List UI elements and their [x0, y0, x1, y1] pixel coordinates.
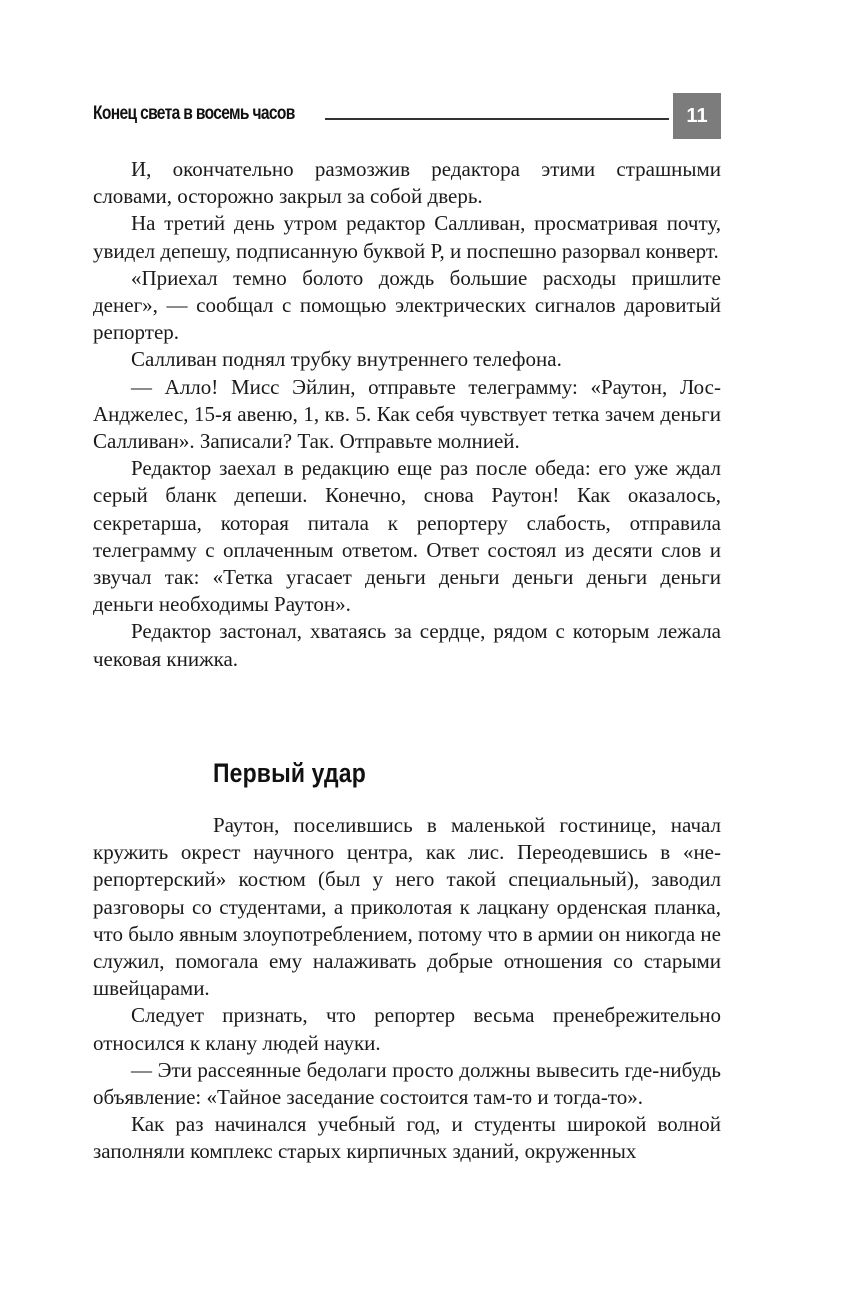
paragraph: «Приехал темно болото дождь большие расходы пришлите денег», — сообщал с помощью электрических сигналов даровитый репортер.: [93, 265, 721, 345]
paragraph: Следует признать, что репортер весьма пренебрежительно относился к клану людей науки.: [93, 1003, 721, 1055]
paragraph: Раутон, поселившись в маленькой гостинице, начал кружить окрест научного центра, как лис. Переодевшись в «нерепортерский» костюм (был у него такой специальный), заводил разговоры со студентами, а приколотая к лацкану орденская планка, что было явным злоупотреблением, потому что в армии он никогда не служил, помогала ему налаживать добрые отношения со старыми швейцарами.: [93, 813, 721, 1001]
body-text-section-2: [93, 812, 721, 1166]
paragraph: Редактор застонал, хватаясь за сердце, рядом с которым лежала чековая книжка.: [93, 619, 721, 671]
paragraph: Редактор заехал в редакцию еще раз после обеда: его уже ждал серый бланк депеши. Конечно, снова Раутон! Как оказалось, секретарша, которая питала к репортеру слабость, отправила телеграмму с оплаченным ответом. Ответ состоял из десяти слов и звучал так: «Тетка угасает деньги деньги деньги деньги деньги деньги необходимы Раутон».: [93, 456, 721, 617]
paragraph: Как раз начинался учебный год, и студенты широкой волной заполняли комплекс старых кирпичных зданий, окруженных: [93, 1112, 721, 1164]
paragraph: — Эти рассеянные бедолаги просто должны вывесить где-нибудь объявление: «Тайное заседание состоится там-то и тогда-то».: [93, 1057, 721, 1110]
page-header: [93, 93, 721, 139]
section-heading: Первый удар: [213, 758, 366, 788]
paragraph: Салливан поднял трубку внутреннего телефона.: [131, 347, 562, 372]
body-text-section-1: [93, 156, 721, 673]
paragraph: — Алло! Мисс Эйлин, отправьте телеграмму: «Раутон, Лос-Анджелес, 15-я авеню, 1, кв. 5. Как себя чувствует тетка зачем деньги Салливан». Записали? Так. Отправьте молнией.: [93, 374, 721, 454]
running-title: Конец света в восемь часов: [93, 103, 295, 124]
page-number: 11: [673, 93, 721, 139]
header-rule: [325, 118, 669, 120]
paragraph: На третий день утром редактор Салливан, просматривая почту, увидел депешу, подписанную буквой Р, и поспешно разорвал конверт.: [93, 211, 721, 263]
paragraph: И, окончательно размозжив редактора этими страшными словами, осторожно закрыл за собой дверь.: [93, 157, 721, 209]
